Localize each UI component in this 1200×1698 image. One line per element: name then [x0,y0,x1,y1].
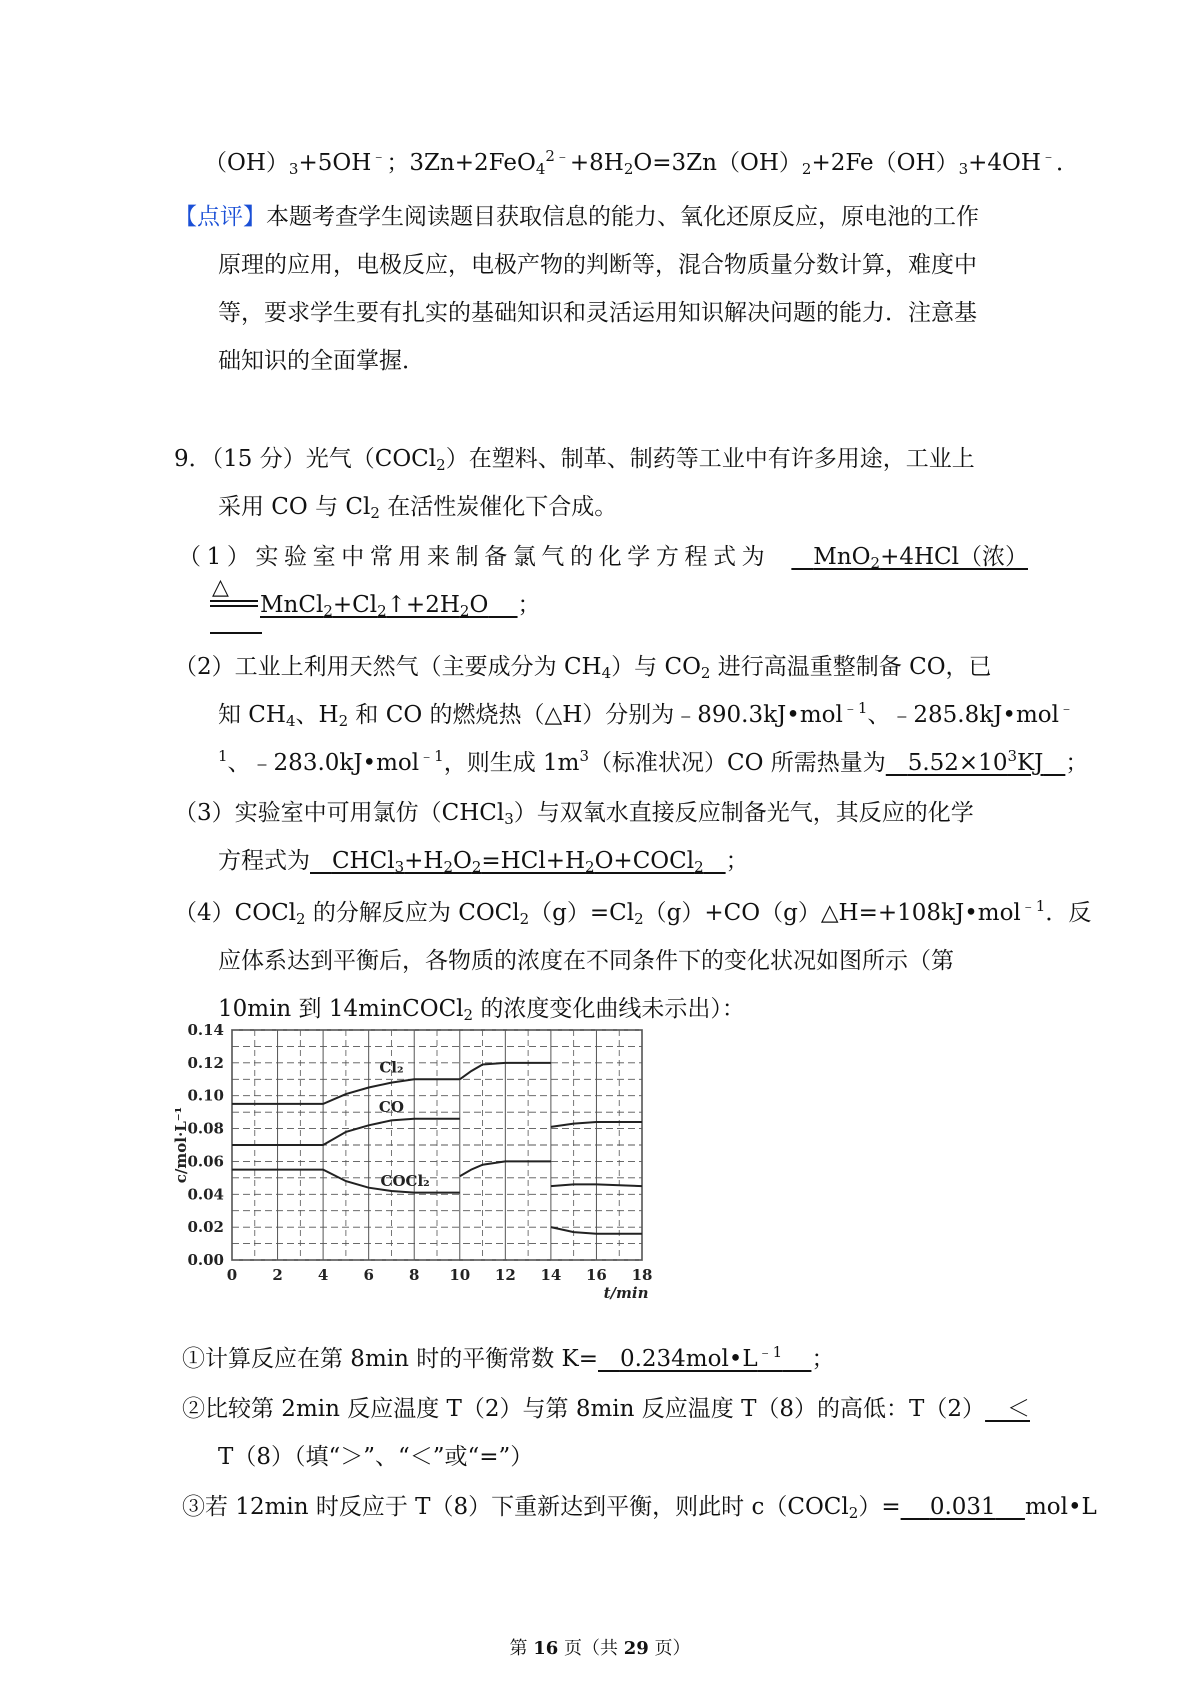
footer-text: 第 [509,1638,534,1659]
punct: ； [811,1346,835,1372]
eq-text: +5OH [298,150,372,176]
subscript: 2 [323,602,333,620]
subscript: 2 [519,910,530,928]
answer-text: ＜ [1007,1396,1030,1422]
eq-text: +4OH [968,150,1041,176]
question-number: 9． [174,446,212,472]
punct: ； [725,848,749,874]
x-tick-label: 6 [363,1266,374,1284]
sub-3-answer [901,1494,1025,1520]
chart-ticks [187,1021,652,1284]
underline-stub [210,632,262,634]
answer-text: ↑+2H [386,592,460,618]
eq-text: +8H [569,150,624,176]
part-4-line-1 [174,898,1091,928]
answer-text: CHCl [331,848,395,874]
subscript: 2 [463,1006,474,1024]
answer-text: 5.52×10 [907,750,1008,776]
superscript: ﹣1 [1020,897,1046,915]
part-2-line-2 [218,700,1074,730]
concentration-chart [172,1018,712,1338]
q-text: （g）+CO（g）△H=+108kJ•mol [643,900,1021,926]
q-text: （15 分）光气（COCl [211,446,437,472]
q-text: ）在塑料、制革、制药等工业中有许多用途，工业上 [445,446,975,472]
subscript: 2 [801,160,812,178]
answer-text: +H [404,848,444,874]
answer-text: +4HCl（浓） [880,544,1028,570]
x-tick-label: 8 [409,1266,420,1284]
series-label-COCl2: COCl₂ [380,1172,430,1191]
comment-line-3 [218,298,977,328]
q-text: 采用 CO 与 Cl [218,494,371,520]
sub-question-2-line-2 [218,1442,533,1472]
q-text: 在活性炭催化下合成。 [379,494,618,520]
subscript: 2 [443,858,453,876]
q-text: 、H [295,702,339,728]
answer-text: MnO [813,544,871,570]
series-label-Cl2: Cl₂ [379,1058,404,1077]
part-1-answer [791,542,1028,572]
y-tick-label: 0.08 [187,1119,224,1138]
q-text: （4）COCl [174,900,297,926]
eq-text: +2Fe（OH） [811,150,959,176]
subscript: 2 [471,858,482,876]
answer-text: O [453,848,472,874]
subscript: 3 [504,810,514,828]
q-text: （3）实验室中可用氯仿（CHCl [174,800,505,826]
heating-symbol: △ [212,575,229,600]
footer-text: 页（共 [558,1638,624,1659]
sub-question-2 [182,1394,1030,1424]
subscript: 2 [848,1504,859,1522]
y-axis-label: c/mol·L⁻¹ [172,1106,190,1184]
x-tick-label: 16 [586,1266,607,1284]
x-tick-label: 2 [272,1266,283,1284]
comment-text: 本题考查学生阅读题目获取信息的能力、氧化还原反应，原电池的工作 [266,204,979,230]
y-tick-label: 0.02 [187,1218,224,1237]
answer-text: KJ [1017,750,1044,776]
comment-line-2 [218,250,977,280]
answer-text: =HCl+H [481,848,586,874]
comment-line-1 [174,202,979,232]
part-1-line-2 [260,590,541,620]
q-text: 的分解反应为 COCl [305,900,520,926]
part-2-line-3 [218,748,1088,778]
x-tick-label: 18 [631,1266,653,1284]
part-2-text [174,652,992,682]
subscript: 2 [585,858,595,876]
q-text: 的浓度变化曲线未示出）： [473,996,745,1022]
equation-continuation [204,148,1079,178]
q-text: ②比较第 2min 反应温度 T（2）与第 8min 反应温度 T（8）的高低：T（2） [182,1396,986,1422]
q-text: mol•L [1024,1494,1097,1520]
q-text: ）与 CO [611,654,701,680]
eq-text: （OH） [204,150,289,176]
part-3-line-2 [218,846,749,876]
q-text: T（8）（填“＞”、“＜”或“=”） [218,1444,534,1470]
subscript: 4 [601,664,612,682]
subscript: 2 [623,160,634,178]
subscript: 2 [377,602,387,620]
y-tick-label: 0.14 [187,1021,224,1039]
superscript: ﹣1 [842,699,868,717]
subscript: 2 [694,858,704,876]
equation-bar [210,605,258,607]
q-text: ，则生成 1m [443,750,580,776]
subscript: 3 [394,858,405,876]
x-tick-label: 10 [449,1266,471,1284]
question-9-line-2 [218,492,617,522]
footer-text: 页） [648,1638,691,1659]
eq-text: O=3Zn（OH） [633,150,802,176]
q-text: （2）工业上利用天然气（主要成分为 CH [174,654,602,680]
comment-tag: 【点评】 [174,204,266,230]
sub-question-3 [182,1492,1097,1522]
q-text: ①计算反应在第 8min 时的平衡常数 K= [182,1346,598,1372]
x-tick-label: 14 [540,1266,562,1284]
comment-text: 原理的应用，电极反应，电极产物的判断等，混合物质量分数计算，难度中 [218,252,977,278]
subscript: 2 [296,910,306,928]
answer-text: O [469,592,489,618]
subscript: 3 [288,160,299,178]
q-text: ③若 12min 时反应于 T（8）下重新达到平衡，则此时 c（COCl [182,1494,849,1520]
q-text: （g）=Cl [529,900,635,926]
subscript: 2 [634,910,644,928]
q-text: 和 CO 的燃烧热（△H）分别为﹣890.3kJ•mol [348,702,843,728]
part-2-answer [886,747,1066,776]
y-tick-label: 0.06 [187,1152,224,1171]
subscript: 4 [285,712,296,730]
superscript: ﹣1 [419,747,444,765]
part-2-line-1 [174,652,1028,682]
q-text: ）与双氧水直接反应制备光气，其反应的化学 [513,800,974,826]
question-9-line-1 [174,444,975,474]
chart-series [232,1063,642,1234]
superscript: 1 [218,747,228,765]
superscript: ﹣ [1058,699,1074,717]
x-tick-label: 4 [317,1266,329,1284]
answer-text: 0.031 [929,1494,996,1520]
subscript: 2 [370,504,380,522]
subscript: 3 [958,160,969,178]
part-3-line-1 [174,798,974,828]
part-1-question: （1）实验室中常用来制备氯气的化学方程式为 [178,544,771,570]
subscript: 2 [459,602,470,620]
x-tick-label: 12 [494,1266,516,1284]
comment-line-4 [218,346,425,376]
eq-text: ． [1055,150,1079,176]
part-1-line-1 [178,542,1028,572]
answer-text: O+COCl [594,848,695,874]
eq-text: ；3Zn+2FeO [386,150,536,176]
subscript: 2 [436,456,446,474]
q-text: 应体系达到平衡后，各物质的浓度在不同条件下的变化状况如图所示（第 [218,948,954,974]
y-tick-label: 0.04 [187,1185,224,1204]
superscript: 3 [1007,747,1017,765]
answer-text: +Cl [332,592,378,618]
superscript: 2﹣ [545,147,570,165]
x-axis-label: t/min [603,1284,649,1302]
punct: ； [1065,750,1089,776]
q-text: ．反 [1045,900,1092,926]
sub-question-1 [182,1344,834,1374]
page-footer [0,1637,1200,1661]
subscript: 2 [870,554,881,572]
punct: ； [517,592,541,618]
comment-text: 础知识的全面掌握． [218,348,425,374]
q-text: （标准状况）CO 所需热量为 [589,750,886,776]
y-tick-label: 0.10 [187,1086,224,1105]
q-text: 、﹣285.8kJ•mol [867,702,1059,728]
q-text: 10min 到 14minCOCl [218,996,464,1022]
part-1-answer-cont [260,592,518,618]
series-label-CO: CO [378,1098,404,1117]
q-text: ）= [858,1494,901,1520]
superscript: 3 [579,747,589,765]
sub-1-answer [598,1343,811,1372]
answer-text: 0.234mol•L [619,1346,758,1372]
subscript: 2 [338,712,349,730]
total-pages: 29 [623,1638,649,1659]
equation-bar [210,600,258,602]
y-tick-label: 0.12 [187,1053,224,1072]
sub-2-answer [985,1394,1030,1424]
superscript: ﹣ [1040,147,1056,165]
page-number: 16 [533,1638,559,1659]
answer-text: MnCl [260,592,324,618]
superscript: ﹣ [371,147,387,165]
q-text: 知 CH [218,702,286,728]
q-text: 、﹣283.0kJ•mol [227,750,420,776]
subscript: 4 [535,160,546,178]
sub-3-text [182,1492,1097,1522]
x-tick-label: 0 [226,1266,238,1284]
superscript: ﹣1 [757,1343,783,1361]
subscript: 2 [700,664,711,682]
q-text: 进行高温重整制备 CO，已 [710,654,992,680]
comment-text: 等，要求学生要有扎实的基础知识和灵活运用知识解决问题的能力．注意基 [218,300,977,326]
part-3-answer [310,848,726,874]
part-4-line-2 [218,946,954,976]
y-tick-label: 0.00 [187,1251,224,1269]
q-text: 方程式为 [218,848,310,874]
